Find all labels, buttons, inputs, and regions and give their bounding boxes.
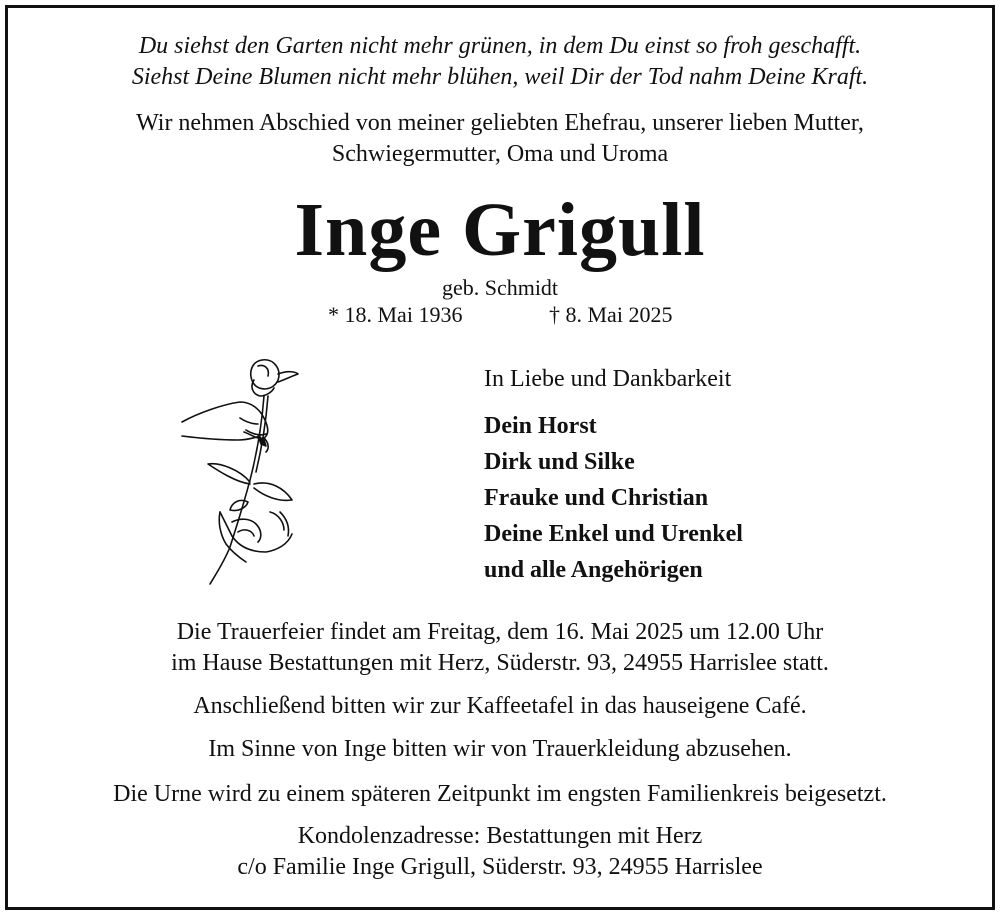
mourner-name: Frauke und Christian bbox=[484, 485, 709, 511]
urn-note: Die Urne wird zu einem späteren Zeitpunkt im engsten Familienkreis beigesetzt. bbox=[113, 781, 887, 807]
intro-line-2: Schwiegermutter, Oma und Uroma bbox=[331, 141, 669, 167]
mourners-block bbox=[484, 364, 743, 588]
cafe-note: Anschließend bitten wir zur Kaffeetafel in das hauseigene Café. bbox=[193, 693, 807, 719]
intro-line-1: Wir nehmen Abschied von meiner geliebten Ehefrau, unserer lieben Mutter, bbox=[136, 110, 864, 136]
condolence-line-2: c/o Familie Inge Grigull, Süderstr. 93, 24955 Harrislee bbox=[237, 854, 763, 880]
ceremony-line-2: im Hause Bestattungen mit Herz, Süderstr. 93, 24955 Harrislee statt. bbox=[171, 650, 829, 676]
condolence-line-1: Kondolenzadresse: Bestattungen mit Herz bbox=[297, 823, 703, 849]
rose-in-hands-icon bbox=[180, 352, 305, 587]
birth-date: * 18. Mai 1936 bbox=[328, 302, 463, 327]
birth-name: geb. Schmidt bbox=[441, 275, 559, 300]
mourner-name: und alle Angehörigen bbox=[484, 557, 703, 583]
dress-note: Im Sinne von Inge bitten wir von Trauerkleidung abzusehen. bbox=[208, 736, 792, 762]
death-date: † 8. Mai 2025 bbox=[549, 302, 673, 327]
deceased-name: Inge Grigull bbox=[294, 188, 706, 272]
mourner-name: Dein Horst bbox=[484, 413, 597, 439]
ceremony-line-1: Die Trauerfeier findet am Freitag, dem 16. Mai 2025 um 12.00 Uhr bbox=[176, 619, 824, 645]
poem-line-1: Du siehst den Garten nicht mehr grünen, in dem Du einst so froh geschafft. bbox=[138, 33, 862, 59]
mourners-lead: In Liebe und Dankbarkeit bbox=[484, 366, 732, 392]
mourner-name: Deine Enkel und Urenkel bbox=[484, 521, 743, 547]
poem-line-2: Siehst Deine Blumen nicht mehr blühen, weil Dir der Tod nahm Deine Kraft. bbox=[131, 64, 869, 90]
mourner-name: Dirk und Silke bbox=[484, 449, 635, 475]
